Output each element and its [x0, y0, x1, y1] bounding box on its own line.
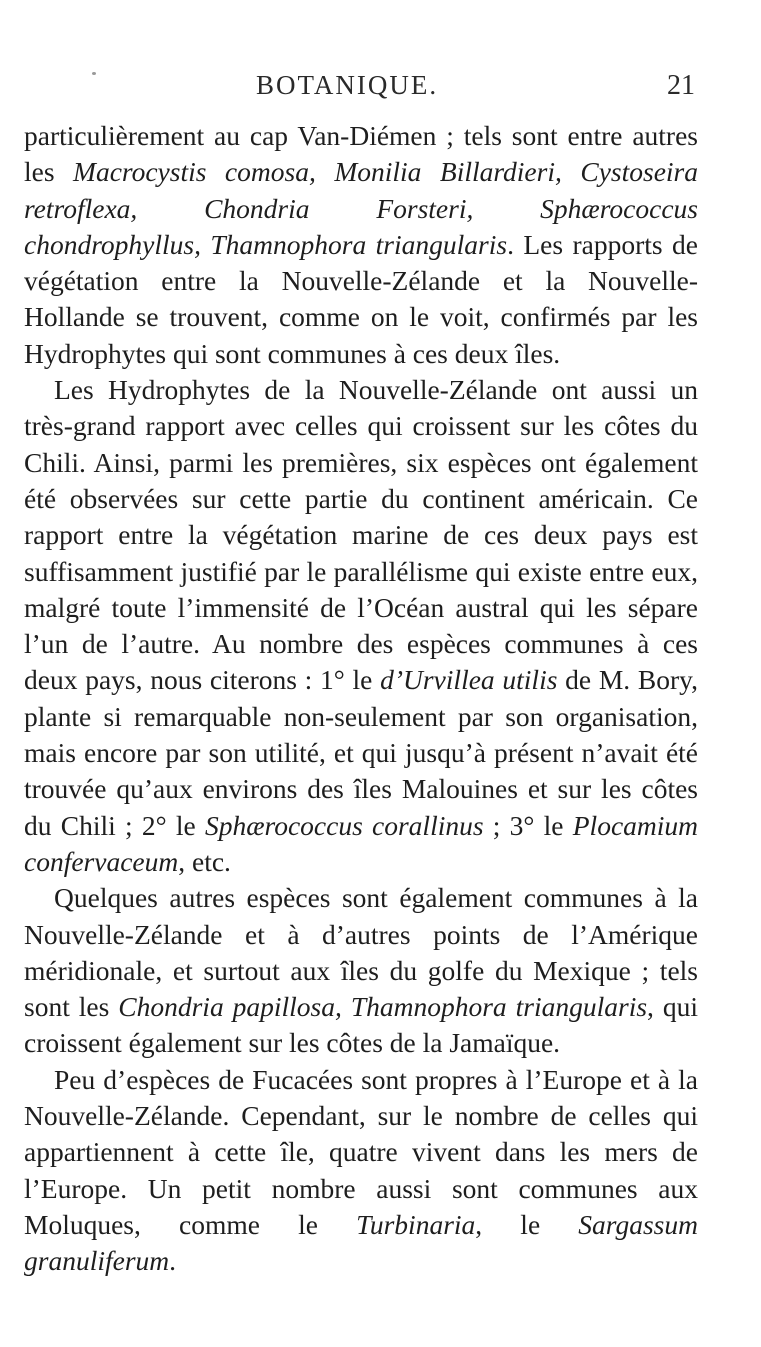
paragraph-2: [24, 372, 698, 880]
text-segment: particulièrement au cap Van-Diémen ; tels sont entre autres les: [24, 120, 698, 188]
text-segment: , qui croissent également sur les côtes de la Jamaïque.: [24, 991, 698, 1059]
italic-species-names: Chondria papillosa, Thamnophora triangularis: [118, 991, 648, 1023]
text-segment: , le: [475, 1208, 579, 1240]
text-segment: de M. Bory, plante si remarquable non-seulement par son organisation, mais encore par son utilité, et qui jusqu’à présent n’avait été trouvée qu’aux environs des îles Malouines et sur les côtes du Chili ; 2° le: [24, 664, 698, 841]
ink-speck: [92, 72, 96, 75]
italic-species-names: Sphærococcus corallinus: [204, 809, 484, 841]
italic-species-names: Sargassum granuliferum: [24, 1208, 698, 1277]
running-head-title: BOTANIQUE.: [256, 70, 439, 100]
italic-species-names: Macrocystis comosa, Monilia Billardieri, Cystoseira retroflexa, Chondria Forsteri, Sphærococcus chondrophyllus, Thamnophora triangularis: [24, 156, 698, 260]
text-segment: Les Hydrophytes de la Nouvelle-Zélande ont aussi un très-grand rapport avec celles qui croissent sur les côtes du Chili. Ainsi, parmi les premières, six espèces ont également été observées sur cette partie du continent américain. Ce rapport entre la végétation marine de ces deux pays est suffisamment justifié par le parallélisme qui existe entre eux, malgré toute l’immensité de l’Océan austral qui les sépare l’un de l’autre. Au nombre des espèces communes à ces deux pays, nous citerons : 1° le: [24, 374, 698, 696]
page-number: 21: [667, 70, 695, 101]
paragraph-3: [24, 880, 698, 1061]
paragraph-4: [24, 1062, 698, 1280]
italic-species-names: Turbinaria: [356, 1208, 476, 1240]
text-segment: Quelques autres espèces sont également communes à la Nouvelle-Zélande et à d’autres points de l’Amérique méridionale, et surtout aux îles du golfe du Mexique ; tels sont les: [24, 882, 698, 1023]
body-text: [24, 118, 698, 1280]
paragraph-1: [24, 118, 698, 372]
italic-species-names: Plocamium confervaceum: [24, 809, 699, 877]
text-segment: .: [169, 1245, 177, 1277]
text-segment: . Les rapports de végétation entre la Nouvelle-Zélande et la Nouvelle-Hollande se trouvent, comme on le voit, confirmés par les Hydrophytes qui sont communes à ces deux îles.: [24, 228, 698, 369]
text-segment: Peu d’espèces de Fucacées sont propres à l’Europe et à la Nouvelle-Zélande. Cependant, sur le nombre de celles qui appartiennent à cette île, quatre vivent dans les mers de l’Europe. Un petit nombre aussi sont communes aux Moluques, comme le: [24, 1063, 698, 1240]
running-head: [0, 66, 761, 106]
text-segment: ; 3° le: [483, 809, 573, 841]
italic-species-names: d’Urvillea utilis: [380, 664, 558, 696]
text-segment: , etc.: [178, 845, 231, 877]
